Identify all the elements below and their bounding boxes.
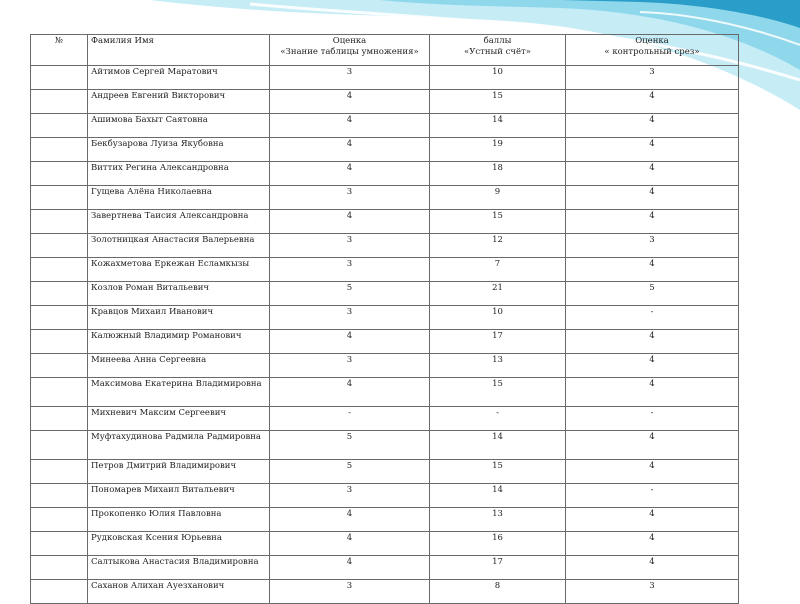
header-number: № — [31, 35, 88, 66]
control-test-grade-cell: 4 — [566, 186, 739, 210]
row-number-cell — [31, 282, 88, 306]
multiplication-grade-cell: 3 — [270, 580, 430, 604]
multiplication-grade-cell: 3 — [270, 306, 430, 330]
grades-table — [30, 34, 739, 604]
student-name-cell: Козлов Роман Витальевич — [88, 282, 270, 306]
control-test-grade-cell: 5 — [566, 282, 739, 306]
mental-math-score-cell: 15 — [430, 210, 566, 234]
table-row — [31, 138, 739, 162]
table-row — [31, 186, 739, 210]
mental-math-score-cell: 17 — [430, 330, 566, 354]
student-name-cell: Минеева Анна Сергеевна — [88, 354, 270, 378]
mental-math-score-cell: 14 — [430, 431, 566, 460]
header-control-test-grade — [566, 35, 739, 66]
header-full-name: Фамилия Имя — [88, 35, 270, 66]
row-number-cell — [31, 407, 88, 431]
control-test-grade-cell: - — [566, 306, 739, 330]
mental-math-score-cell: 19 — [430, 138, 566, 162]
row-number-cell — [31, 330, 88, 354]
student-name-cell: Салтыкова Анастасия Владимировна — [88, 556, 270, 580]
row-number-cell — [31, 186, 88, 210]
table-row — [31, 330, 739, 354]
control-test-grade-cell: 4 — [566, 378, 739, 407]
table-row — [31, 484, 739, 508]
control-test-grade-cell: 4 — [566, 431, 739, 460]
mental-math-score-cell: 15 — [430, 460, 566, 484]
student-name-cell: Саханов Алихан Ауезханович — [88, 580, 270, 604]
table-row — [31, 90, 739, 114]
multiplication-grade-cell: 5 — [270, 460, 430, 484]
row-number-cell — [31, 258, 88, 282]
mental-math-score-cell: 12 — [430, 234, 566, 258]
row-number-cell — [31, 114, 88, 138]
mental-math-score-cell: 13 — [430, 508, 566, 532]
table-row — [31, 114, 739, 138]
control-test-grade-cell: 4 — [566, 162, 739, 186]
table-row — [31, 306, 739, 330]
row-number-cell — [31, 90, 88, 114]
mental-math-score-cell: 7 — [430, 258, 566, 282]
row-number-cell — [31, 210, 88, 234]
multiplication-grade-cell: 3 — [270, 234, 430, 258]
row-number-cell — [31, 234, 88, 258]
table-row — [31, 378, 739, 407]
student-name-cell: Рудковская Ксения Юрьевна — [88, 532, 270, 556]
table-header-row — [31, 35, 739, 66]
multiplication-grade-cell: 5 — [270, 431, 430, 460]
student-name-cell: Айтимов Сергей Маратович — [88, 66, 270, 90]
header-line: « контрольный срез» — [604, 47, 700, 57]
mental-math-score-cell: 15 — [430, 378, 566, 407]
multiplication-grade-cell: 4 — [270, 114, 430, 138]
header-line: баллы — [483, 36, 512, 46]
mental-math-score-cell: 18 — [430, 162, 566, 186]
header-line: Оценка — [635, 36, 669, 46]
mental-math-score-cell: 16 — [430, 532, 566, 556]
multiplication-grade-cell: 3 — [270, 484, 430, 508]
row-number-cell — [31, 66, 88, 90]
mental-math-score-cell: 15 — [430, 90, 566, 114]
multiplication-grade-cell: 4 — [270, 90, 430, 114]
student-name-cell: Андреев Евгений Викторович — [88, 90, 270, 114]
row-number-cell — [31, 431, 88, 460]
student-name-cell: Петров Дмитрий Владимирович — [88, 460, 270, 484]
row-number-cell — [31, 378, 88, 407]
control-test-grade-cell: 4 — [566, 556, 739, 580]
row-number-cell — [31, 354, 88, 378]
table-body — [31, 66, 739, 604]
table-row — [31, 258, 739, 282]
student-name-cell: Ашимова Бахыт Саятовна — [88, 114, 270, 138]
row-number-cell — [31, 532, 88, 556]
mental-math-score-cell: - — [430, 407, 566, 431]
row-number-cell — [31, 556, 88, 580]
control-test-grade-cell: 3 — [566, 234, 739, 258]
multiplication-grade-cell: 4 — [270, 556, 430, 580]
multiplication-grade-cell: 3 — [270, 354, 430, 378]
multiplication-grade-cell: 3 — [270, 66, 430, 90]
multiplication-grade-cell: 4 — [270, 378, 430, 407]
student-name-cell: Прокопенко Юлия Павловна — [88, 508, 270, 532]
multiplication-grade-cell: 5 — [270, 282, 430, 306]
table-row — [31, 210, 739, 234]
mental-math-score-cell: 14 — [430, 484, 566, 508]
table-row — [31, 234, 739, 258]
header-mental-math-score — [430, 35, 566, 66]
student-name-cell: Виттих Регина Александровна — [88, 162, 270, 186]
table-row — [31, 508, 739, 532]
control-test-grade-cell: 3 — [566, 580, 739, 604]
student-name-cell: Максимова Екатерина Владимировна — [88, 378, 270, 407]
control-test-grade-cell: 4 — [566, 532, 739, 556]
control-test-grade-cell: 4 — [566, 210, 739, 234]
table-row — [31, 354, 739, 378]
mental-math-score-cell: 10 — [430, 306, 566, 330]
table-row — [31, 556, 739, 580]
mental-math-score-cell: 8 — [430, 580, 566, 604]
header-line: Оценка — [332, 36, 367, 46]
multiplication-grade-cell: - — [270, 407, 430, 431]
table-row — [31, 66, 739, 90]
mental-math-score-cell: 21 — [430, 282, 566, 306]
control-test-grade-cell: 4 — [566, 90, 739, 114]
control-test-grade-cell: - — [566, 484, 739, 508]
student-name-cell: Михневич Максим Сергеевич — [88, 407, 270, 431]
header-line: «Знание таблицы умножения» — [280, 47, 419, 57]
row-number-cell — [31, 460, 88, 484]
control-test-grade-cell: 4 — [566, 114, 739, 138]
table-row — [31, 431, 739, 460]
table-row — [31, 162, 739, 186]
control-test-grade-cell: 4 — [566, 508, 739, 532]
student-name-cell: Бекбузарова Луиза Якубовна — [88, 138, 270, 162]
mental-math-score-cell: 9 — [430, 186, 566, 210]
mental-math-score-cell: 17 — [430, 556, 566, 580]
multiplication-grade-cell: 3 — [270, 258, 430, 282]
table-row — [31, 407, 739, 431]
multiplication-grade-cell: 4 — [270, 508, 430, 532]
multiplication-grade-cell: 3 — [270, 186, 430, 210]
control-test-grade-cell: 3 — [566, 66, 739, 90]
multiplication-grade-cell: 4 — [270, 162, 430, 186]
mental-math-score-cell: 13 — [430, 354, 566, 378]
student-name-cell: Золотницкая Анастасия Валерьевна — [88, 234, 270, 258]
table-row — [31, 460, 739, 484]
control-test-grade-cell: - — [566, 407, 739, 431]
row-number-cell — [31, 138, 88, 162]
student-name-cell: Калюжный Владимир Романович — [88, 330, 270, 354]
student-name-cell: Муфтахудинова Радмила Радмировна — [88, 431, 270, 460]
mental-math-score-cell: 10 — [430, 66, 566, 90]
control-test-grade-cell: 4 — [566, 460, 739, 484]
multiplication-grade-cell: 4 — [270, 532, 430, 556]
multiplication-grade-cell: 4 — [270, 138, 430, 162]
multiplication-grade-cell: 4 — [270, 330, 430, 354]
student-name-cell: Кожахметова Еркежан Есламкызы — [88, 258, 270, 282]
row-number-cell — [31, 508, 88, 532]
control-test-grade-cell: 4 — [566, 354, 739, 378]
header-line: «Устный счёт» — [464, 47, 531, 57]
row-number-cell — [31, 306, 88, 330]
student-name-cell: Завертнева Таисия Александровна — [88, 210, 270, 234]
control-test-grade-cell: 4 — [566, 258, 739, 282]
multiplication-grade-cell: 4 — [270, 210, 430, 234]
student-name-cell: Пономарев Михаил Витальевич — [88, 484, 270, 508]
header-multiplication-grade — [270, 35, 430, 66]
control-test-grade-cell: 4 — [566, 138, 739, 162]
student-name-cell: Кравцов Михаил Иванович — [88, 306, 270, 330]
table-row — [31, 282, 739, 306]
mental-math-score-cell: 14 — [430, 114, 566, 138]
student-name-cell: Гущева Алёна Николаевна — [88, 186, 270, 210]
table-row — [31, 532, 739, 556]
row-number-cell — [31, 484, 88, 508]
row-number-cell — [31, 162, 88, 186]
control-test-grade-cell: 4 — [566, 330, 739, 354]
